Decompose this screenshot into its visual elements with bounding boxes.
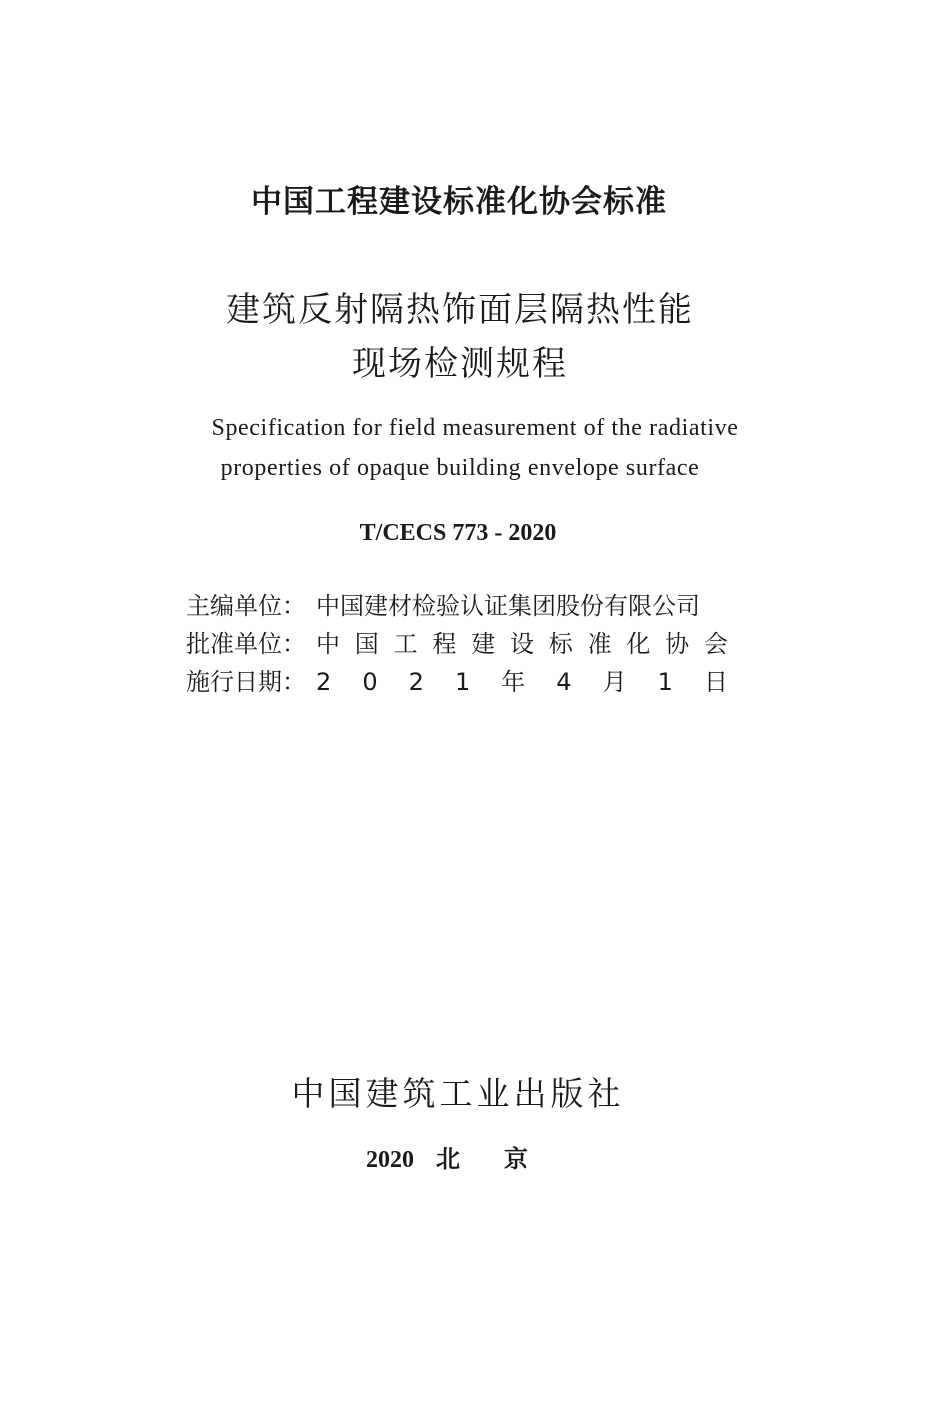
- publisher-name: 中国建筑工业出版社: [291, 1074, 625, 1113]
- approval-char: 工: [393, 630, 418, 658]
- association-standard-heading: 中国工程建设标准化协会标准: [251, 184, 667, 220]
- effective-date-char: 0: [362, 668, 378, 696]
- english-title-line-2: properties of opaque building envelope surface: [220, 455, 700, 481]
- approval-char: 会: [703, 630, 728, 658]
- approval-row: [186, 625, 746, 663]
- effective-date-label: 施行日期：: [186, 668, 306, 696]
- effective-date-char: 2: [316, 668, 332, 696]
- approval-char: 国: [354, 630, 379, 658]
- chinese-title-line-1: 建筑反射隔热饰面层隔热性能: [226, 290, 694, 330]
- effective-date-char: 1: [454, 668, 471, 696]
- approval-char: 标: [548, 630, 573, 658]
- approval-char: 中: [316, 630, 340, 658]
- chief-editor-value: 中国建材检验认证集团股份有限公司: [316, 592, 700, 620]
- chief-editor-row: [186, 587, 746, 625]
- chief-editor-label: 主编单位：: [186, 592, 306, 620]
- publication-year-place: [366, 1139, 572, 1174]
- english-title-line-1: Specification for field measurement of the radiative: [211, 415, 739, 441]
- effective-date-char: 2: [408, 668, 424, 696]
- approval-char: 建: [471, 630, 496, 658]
- approval-char: 准: [587, 630, 612, 658]
- approval-label: 批准单位：: [186, 630, 306, 658]
- approval-char: 设: [509, 630, 534, 658]
- publication-city: 北京: [436, 1145, 572, 1173]
- effective-date-char: 年: [501, 668, 526, 696]
- effective-date-char: 日: [703, 668, 728, 696]
- effective-date-row: [186, 663, 746, 701]
- effective-date-char: 1: [657, 668, 673, 696]
- effective-date-char: 4: [556, 668, 572, 696]
- standard-info-block: [186, 587, 746, 701]
- approval-value: [316, 625, 728, 663]
- approval-char: 程: [432, 630, 457, 658]
- approval-char: 化: [626, 630, 651, 658]
- effective-date-char: 月: [602, 668, 627, 696]
- approval-char: 协: [665, 630, 690, 658]
- standard-code: T/CECS 773 - 2020: [359, 520, 557, 546]
- effective-date-value: [316, 663, 728, 701]
- publication-year: 2020: [366, 1147, 414, 1173]
- chinese-title-line-2: 现场检测规程: [352, 344, 568, 384]
